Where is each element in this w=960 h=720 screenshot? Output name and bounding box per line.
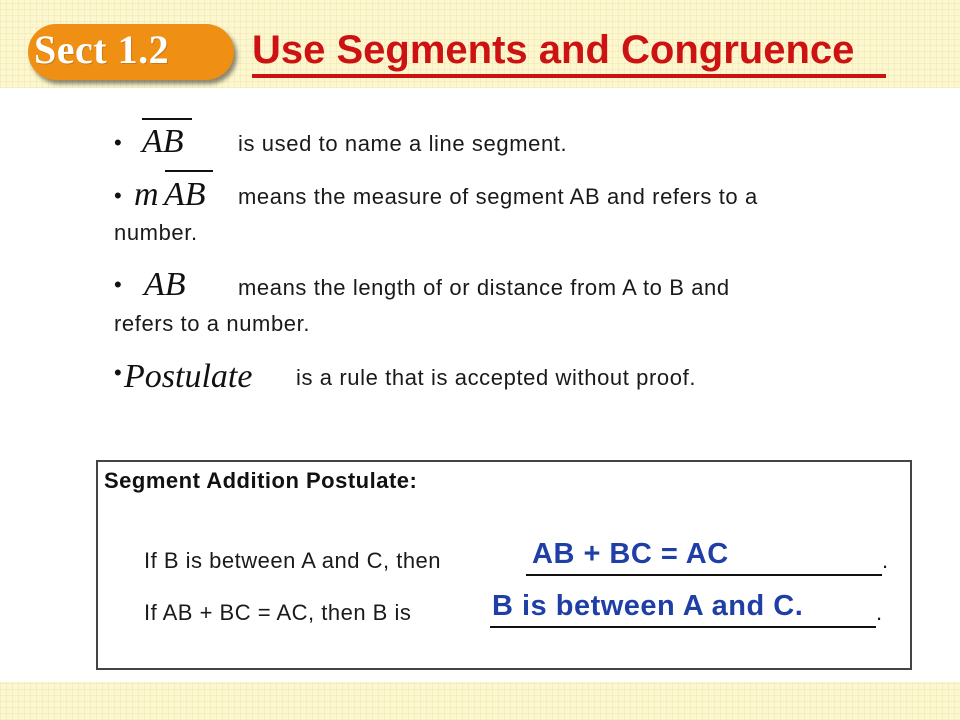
bullet-text: means the measure of segment AB and refers to a [238,184,758,209]
statement-suffix: . [876,600,883,625]
postulate-heading: Segment Addition Postulate: [104,468,418,493]
answer-text: B is between A and C. [492,590,804,622]
bullet-dot: • [114,272,123,297]
segment-overbar [165,170,213,172]
statement-prefix: If AB + BC = AC, then B is [144,600,412,625]
postulate-term: Postulate [124,358,253,395]
section-label: Sect 1.2 [34,27,170,72]
segment-notation: AB [142,123,184,160]
bullet-text: is used to name a line segment. [238,131,568,156]
measure-prefix: m [134,176,159,213]
segment-overbar [142,118,192,120]
bullet-text-continuation: number. [114,220,198,245]
answer-blank [526,574,882,576]
statement-prefix: If B is between A and C, then [144,548,442,573]
answer-blank [490,626,876,628]
length-notation: AB [144,266,186,303]
bullet-text-continuation: refers to a number. [114,311,311,336]
answer-text: AB + BC = AC [532,538,729,570]
segment-notation: AB [164,176,206,213]
footer-band [0,682,960,720]
slide-title: Use Segments and Congruence [252,28,855,72]
bullet-text: means the length of or distance from A to B and [238,275,730,300]
statement-suffix: . [882,548,889,573]
bullet-dot: • [114,360,123,385]
bullet-dot: • [114,183,123,208]
bullet-dot: • [114,130,123,155]
title-underline [252,74,886,78]
bullet-text: is a rule that is accepted without proof. [296,365,697,390]
